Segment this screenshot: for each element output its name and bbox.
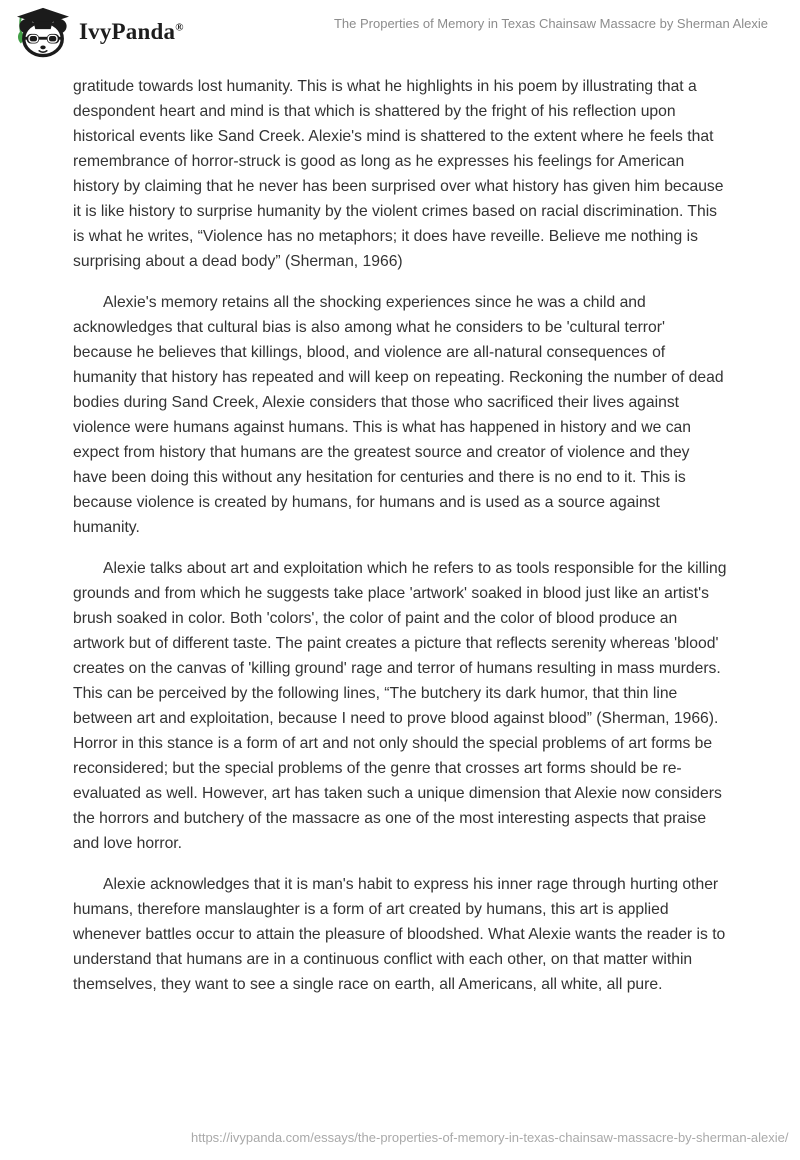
essay-paragraph: gratitude towards lost humanity. This is what he highlights in his poem by illustrating that a despondent heart and mind is that which is shattered by the fright of his reflection upon historical events like Sand Creek. Alexie's mind is shattered to the extent where he feels that remembrance of horror-struck is good as long as he expresses his feelings for American history by claiming that he never has been surprised over what history has given him because it is like history to surprise humanity by the violent crimes based on racial discrimination. This is what he writes, “Violence has no metaphors; it does have reveille. Believe me nothing is surprising about a dead body” (Sherman, 1966): [73, 78, 724, 270]
registered-mark: ®: [175, 21, 184, 34]
essay-paragraph: Alexie acknowledges that it is man's habit to express his inner rage through hurting other humans, therefore manslaughter is a form of art created by humans, this art is applied whenever battles occur to attain the pleasure of bloodshed. What Alexie wants the reader is to understand that humans are in a continuous conflict with each other, on that matter within themselves, they want to see a single race on earth, all Americans, all white, all pure.: [73, 876, 726, 993]
brand: [14, 6, 184, 58]
brand-name: [79, 19, 184, 45]
essay-content: [73, 74, 727, 1013]
brand-name-text: IvyPanda: [79, 19, 176, 44]
header: [0, 0, 800, 64]
document-title: The Properties of Memory in Texas Chainsaw Massacre by Sherman Alexie: [333, 16, 768, 31]
essay-paragraph: Alexie's memory retains all the shocking experiences since he was a child and acknowledges that cultural bias is also among what he considers to be 'cultural terror' because he believes that killings, blood, and violence are all-natural consequences of humanity that history has repeated and will keep on repeating. Reckoning the number of dead bodies during Sand Creek, Alexie considers that those who sacrificed their lives against violence were humans against humans. This is what has happened in history and we can expect from history that humans are the greatest source and creator of violence and they have been doing this without any hesitation for centuries and there is no end to it. This is because violence is created by humans, for humans and is used as a source against humanity.: [73, 294, 724, 536]
source-url-link[interactable]: https://ivypanda.com/essays/the-properties-of-memory-in-texas-chainsaw-massacre-by-sherman-alexie/: [191, 1130, 789, 1145]
ivypanda-logo-icon: [14, 6, 72, 58]
essay-paragraph: Alexie talks about art and exploitation which he refers to as tools responsible for the killing grounds and from which he suggests take place 'artwork' soaked in blood just like an artist's brush soaked in color. Both 'colors', the color of paint and the color of blood produce an artwork but of different taste. The paint creates a picture that reflects serenity whereas 'blood' creates on the canvas of 'killing ground' rage and terror of humans resulting in mass murders. This can be perceived by the following lines, “The butchery its dark humor, that thin line between art and exploitation, because I need to prove blood against blood” (Sherman, 1966). Horror in this stance is a form of art and not only should the special problems of art forms be reconsidered; but the special problems of the genre that crosses art forms should be re-evaluated as well. However, art has taken such a unique dimension that Alexie now considers the horrors and butchery of the massacre as one of the most interesting aspects that praise and love horror.: [73, 560, 727, 852]
